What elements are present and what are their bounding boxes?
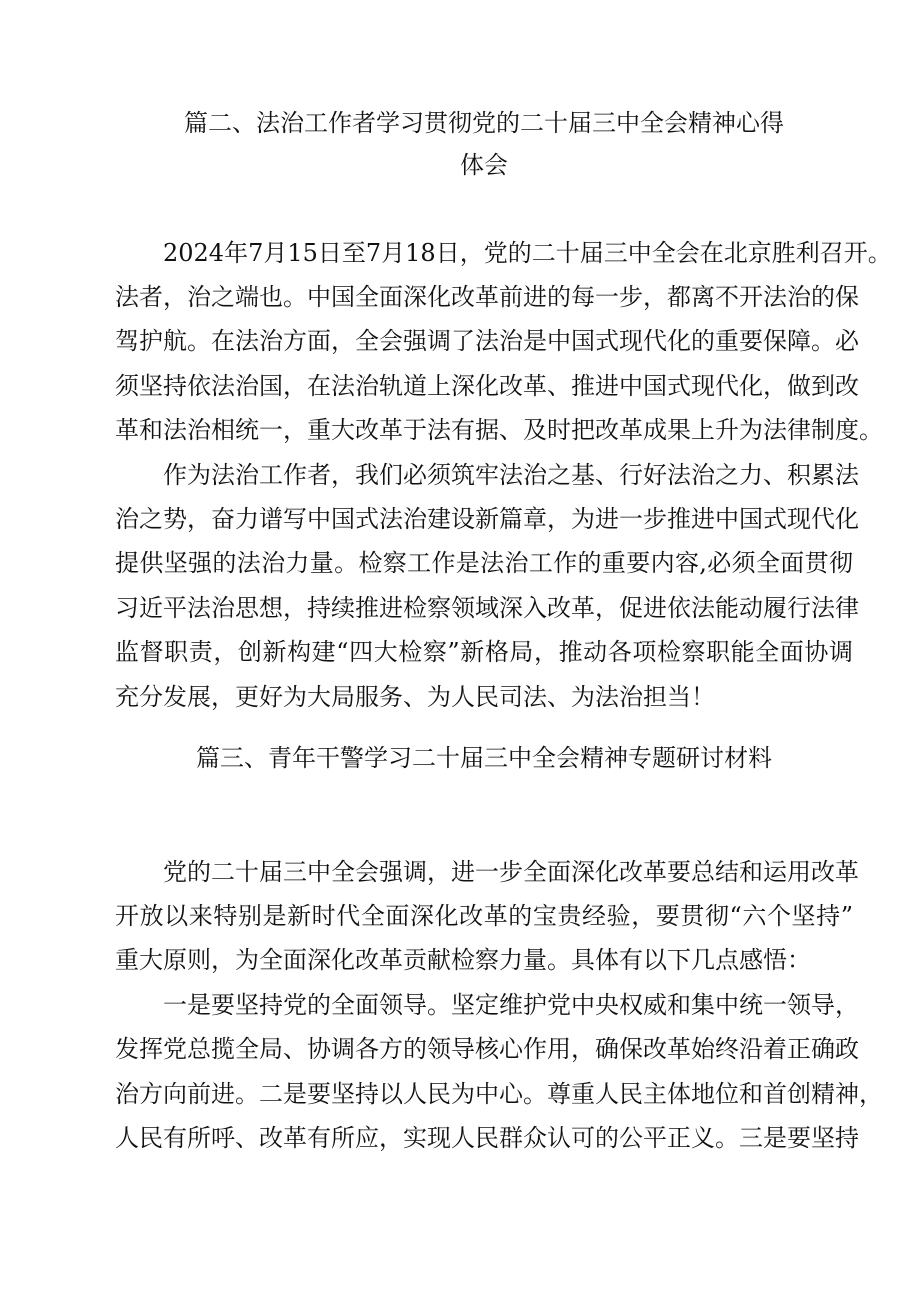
paragraph-line: 治方向前进。二是要坚持以人民为中心。尊重人民主体地位和首创精神， bbox=[115, 1080, 883, 1108]
paragraph-line: 充分发展，更好为大局服务、为人民司法、为法治担当！ bbox=[115, 683, 715, 711]
paragraph-line: 监督职责，创新构建“四大检察”新格局，推动各项检察职能全面协调 bbox=[115, 638, 853, 666]
paragraph-line: 开放以来特别是新时代全面深化改革的宝贵经验，要贯彻“六个坚持” bbox=[115, 902, 853, 930]
section-2-title bbox=[115, 102, 853, 186]
paragraph-line: 须坚持依法治国，在法治轨道上深化改革、推进中国式现代化，做到改 bbox=[115, 372, 859, 400]
paragraph-line: 作为法治工作者，我们必须筑牢法治之基、行好法治之力、积累法 bbox=[163, 461, 859, 489]
paragraph-line: 提供坚强的法治力量。检察工作是法治工作的重要内容,必须全面贯彻 bbox=[115, 549, 853, 577]
section-3-title: 篇三、青年干警学习二十届三中全会精神专题研讨材料 bbox=[196, 744, 772, 772]
paragraph-line: 党的二十届三中全会强调，进一步全面深化改革要总结和运用改革 bbox=[163, 858, 859, 886]
paragraph-line: 驾护航。在法治方面，全会强调了法治是中国式现代化的重要保障。必 bbox=[115, 327, 859, 355]
section-2-title-line-1: 篇二、法治工作者学习贯彻党的二十届三中全会精神心得 bbox=[184, 109, 784, 137]
paragraph-line: 法者，治之端也。中国全面深化改革前进的每一步，都离不开法治的保 bbox=[115, 283, 859, 311]
paragraph-line: 治之势，奋力谱写中国式法治建设新篇章，为进一步推进中国式现代化 bbox=[115, 505, 859, 533]
paragraph-line: 2024年7月15日至7月18日，党的二十届三中全会在北京胜利召开。 bbox=[163, 239, 892, 267]
paragraph-line: 重大原则，为全面深化改革贡献检察力量。具体有以下几点感悟： bbox=[115, 946, 811, 974]
paragraph-line: 发挥党总揽全局、协调各方的领导核心作用，确保改革始终沿着正确政 bbox=[115, 1035, 859, 1063]
section-2-title-line-2: 体会 bbox=[460, 151, 508, 179]
paragraph-line: 习近平法治思想，持续推进检察领域深入改革，促进依法能动履行法律 bbox=[115, 594, 859, 622]
paragraph-line: 革和法治相统一，重大改革于法有据、及时把改革成果上升为法律制度。 bbox=[115, 416, 883, 444]
paragraph-line: 一是要坚持党的全面领导。坚定维护党中央权威和集中统一领导， bbox=[163, 991, 859, 1019]
paragraph-line: 人民有所呼、改革有所应，实现人民群众认可的公平正义。三是要坚持 bbox=[115, 1124, 859, 1152]
